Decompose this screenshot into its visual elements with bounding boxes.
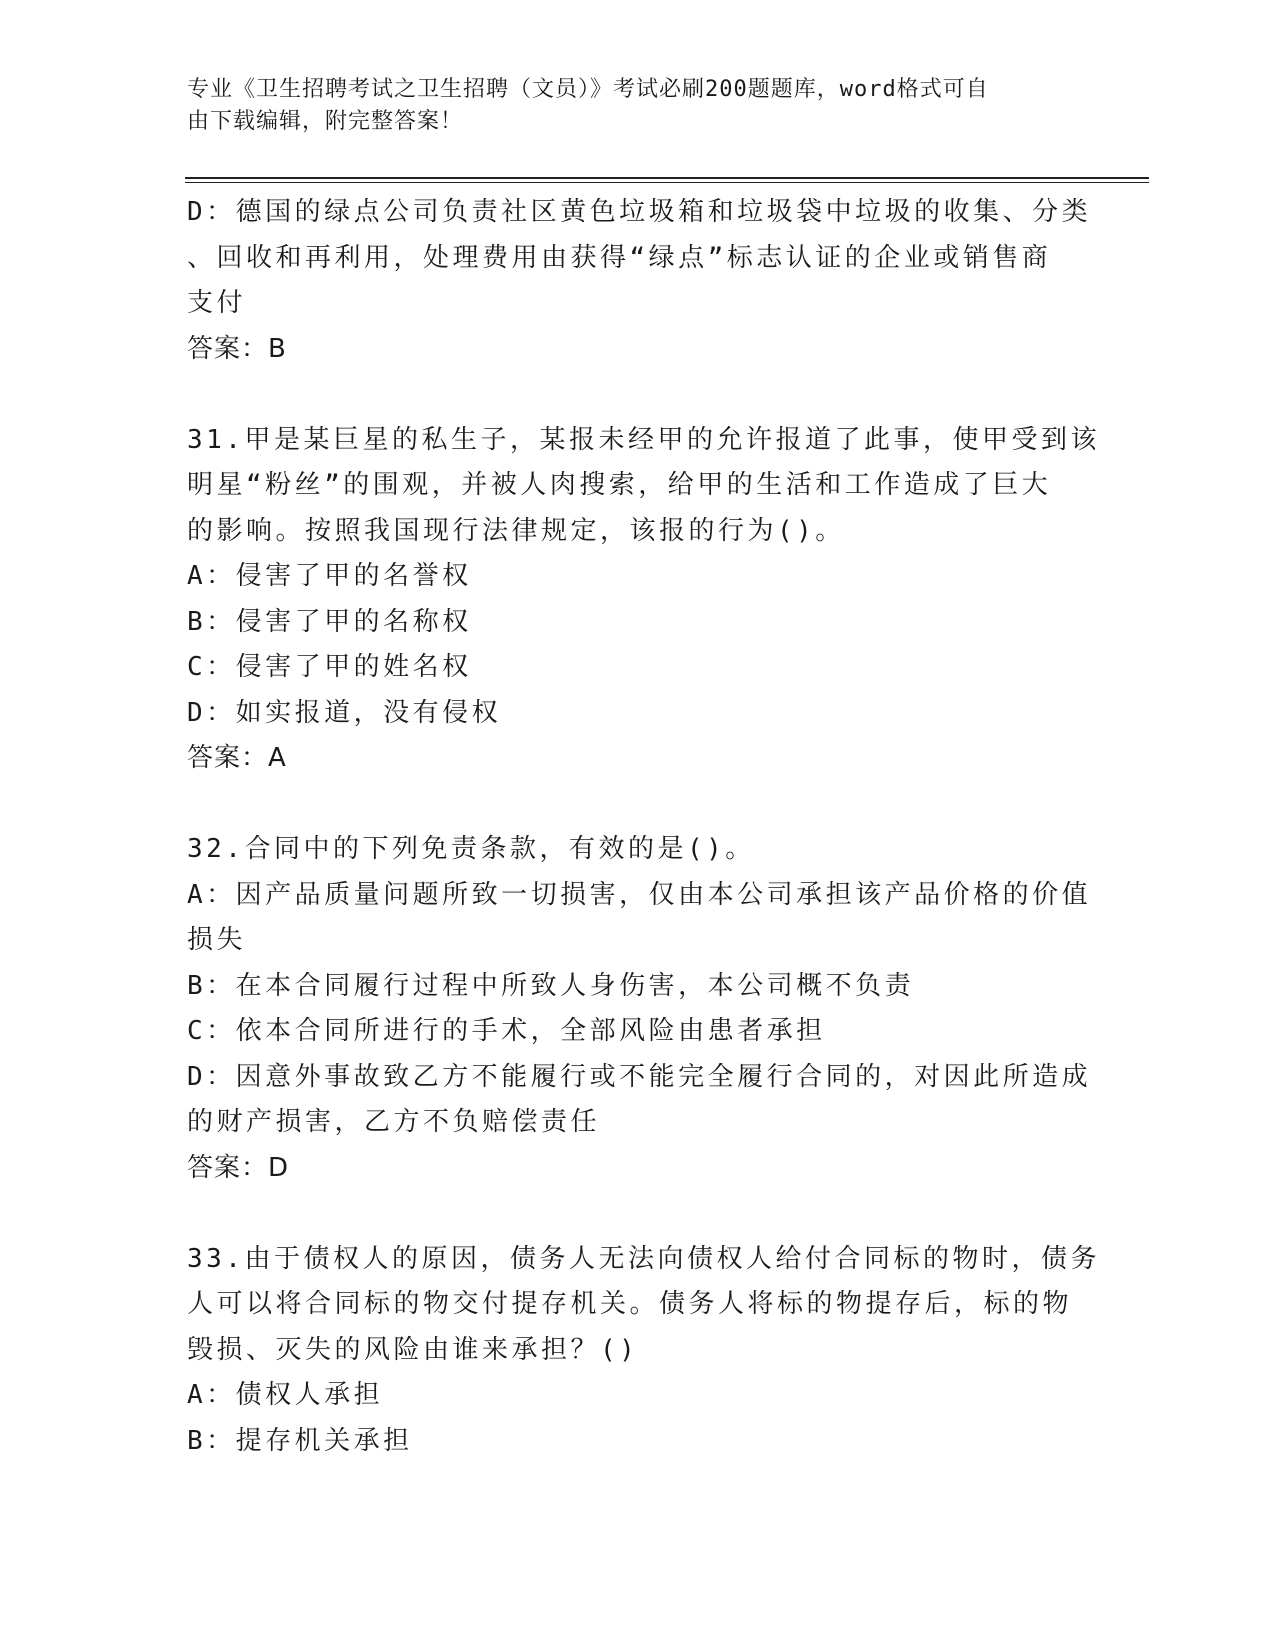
header-line: 由下载编辑，附完整答案！ [187, 109, 464, 134]
question-stem: 毁损、灭失的风险由谁来承担？() [187, 1334, 639, 1365]
document-header [187, 74, 1067, 138]
option-a: A：因产品质量问题所致一切损害，仅由本公司承担该产品价格的价值 [187, 879, 1092, 910]
question-stem: 32.合同中的下列免责条款，有效的是()。 [187, 834, 755, 864]
question-block [187, 1237, 1100, 1465]
question-stem: 33.由于债权人的原因，债务人无法向债权人给付合同标的物时，债务 [187, 1243, 1100, 1274]
option-a: A：债权人承担 [187, 1380, 384, 1410]
option-c: C：侵害了甲的姓名权 [187, 652, 472, 682]
question-block [187, 190, 1092, 372]
question-block [187, 418, 1100, 782]
header-divider [185, 177, 1149, 179]
question-block [187, 827, 1092, 1191]
question-stem: 31.甲是某巨星的私生子，某报未经甲的允许报道了此事，使甲受到该 [187, 424, 1100, 455]
option-a: A：侵害了甲的名誉权 [187, 561, 472, 591]
question-content [187, 190, 1100, 1464]
option-d-continued: 支付 [187, 288, 247, 318]
option-d: D：因意外事故致乙方不能履行或不能完全履行合同的，对因此所造成 [187, 1061, 1092, 1092]
option-b: B：在本合同履行过程中所致人身伤害，本公司概不负责 [187, 970, 915, 1001]
question-stem: 明星“粉丝”的围观，并被人肉搜索，给甲的生活和工作造成了巨大 [187, 470, 1052, 500]
answer-line: 答案：B [187, 333, 287, 364]
block-spacer [187, 1191, 1067, 1237]
option-d-continued: 的财产损害，乙方不负赔偿责任 [187, 1107, 601, 1137]
block-spacer [187, 782, 1067, 828]
option-a-continued: 损失 [187, 925, 247, 955]
answer-line: 答案：A [187, 743, 287, 773]
header-divider-thin [185, 182, 1149, 183]
question-stem: 的影响。按照我国现行法律规定，该报的行为()。 [187, 515, 845, 546]
question-stem: 人可以将合同标的物交付提存机关。债务人将标的物提存后，标的物 [187, 1289, 1073, 1319]
option-b: B：侵害了甲的名称权 [187, 606, 472, 637]
answer-line: 答案：D [187, 1152, 290, 1183]
option-c: C：依本合同所进行的手术，全部风险由患者承担 [187, 1016, 826, 1046]
option-d: D：如实报道，没有侵权 [187, 697, 502, 728]
header-line: 专业《卫生招聘考试之卫生招聘（文员）》考试必刷200题题库，word格式可自 [187, 77, 989, 102]
block-spacer [187, 372, 1067, 418]
option-b: B：提存机关承担 [187, 1425, 413, 1456]
option-d: D：德国的绿点公司负责社区黄色垃圾箱和垃圾袋中垃圾的收集、分类 [187, 197, 1092, 227]
option-d-continued: 、回收和再利用，处理费用由获得“绿点”标志认证的企业或销售商 [187, 242, 1052, 273]
